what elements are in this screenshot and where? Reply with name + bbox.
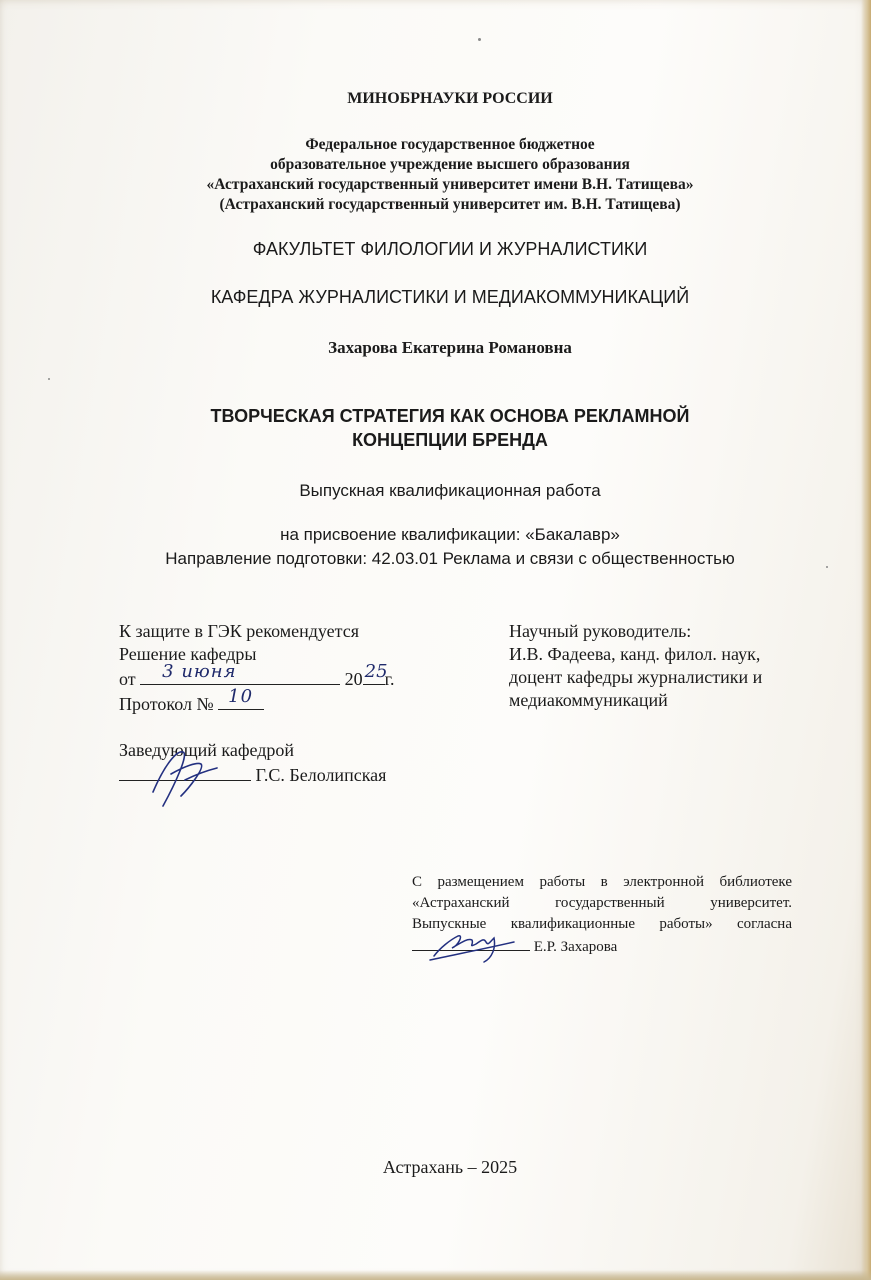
year-suffix: г. (384, 669, 395, 689)
department-name: КАФЕДРА ЖУРНАЛИСТИКИ И МЕДИАКОММУНИКАЦИЙ (210, 287, 690, 307)
protocol-line (119, 686, 459, 716)
author-name: Захарова Екатерина Романовна (328, 338, 572, 357)
thesis-title-line-1: ТВОРЧЕСКАЯ СТРАТЕГИЯ КАК ОСНОВА РЕКЛАМНОЙ (210, 406, 690, 426)
study-direction: Направление подготовки: 42.03.01 Реклама и связи с общественностью (165, 549, 735, 568)
head-label: Заведующий кафедрой (119, 740, 295, 760)
speck (478, 38, 481, 41)
consent-line-1: С размещением работы в электронной библиотеке (412, 874, 792, 890)
faculty-name: ФАКУЛЬТЕТ ФИЛОЛОГИИ И ЖУРНАЛИСТИКИ (252, 239, 648, 259)
institution-line-2: образовательное учреждение высшего образования (270, 156, 630, 173)
head-name: Г.С. Белолипская (255, 765, 387, 785)
protocol-blank (218, 686, 264, 710)
head-signature (145, 744, 225, 814)
defense-recommend: К защите в ГЭК рекомендуется (119, 621, 360, 641)
year-prefix: 20 (344, 669, 363, 689)
handwritten-protocol: 10 (228, 686, 254, 707)
speck (48, 378, 50, 380)
date-blank (140, 661, 340, 685)
handwritten-year: 25 (364, 661, 388, 682)
department-decision: Решение кафедры (119, 644, 257, 664)
supervisor-name: И.В. Фадеева, канд. филол. наук, (509, 644, 761, 664)
supervisor-position: доцент кафедры журналистики и (509, 667, 763, 687)
consent-line-2: «Астраханский государственный университет. (412, 895, 792, 911)
decision-date-line (119, 661, 459, 691)
work-type: Выпускная квалификационная работа (299, 481, 601, 500)
year-blank (363, 661, 388, 685)
consent-line-3: Выпускные квалификационные работы» согласна (412, 916, 792, 932)
from-label: от (119, 669, 136, 689)
handwritten-date: 3 июня (162, 661, 237, 682)
ministry-title: МИНОБРНАУКИ РОССИИ (347, 90, 553, 107)
supervisor-block (509, 620, 809, 712)
author-signature (428, 918, 518, 964)
supervisor-department: медиакоммуникаций (509, 690, 668, 710)
institution-line-1: Федеральное государственное бюджетное (305, 136, 595, 153)
thesis-title-line-2: КОНЦЕПЦИИ БРЕНДА (352, 430, 548, 450)
city-year: Астрахань – 2025 (382, 1157, 518, 1177)
consent-name: Е.Р. Захарова (533, 939, 618, 955)
institution-line-3: «Астраханский государственный университет имени В.Н. Татищева» (206, 176, 694, 193)
supervisor-label: Научный руководитель: (509, 621, 692, 641)
institution-line-4: (Астраханский государственный университет им. В.Н. Татищева) (219, 196, 681, 213)
page-edge-shadow-bottom (0, 1270, 871, 1280)
protocol-label: Протокол № (119, 694, 214, 714)
qualification: на присвоение квалификации: «Бакалавр» (280, 525, 620, 544)
